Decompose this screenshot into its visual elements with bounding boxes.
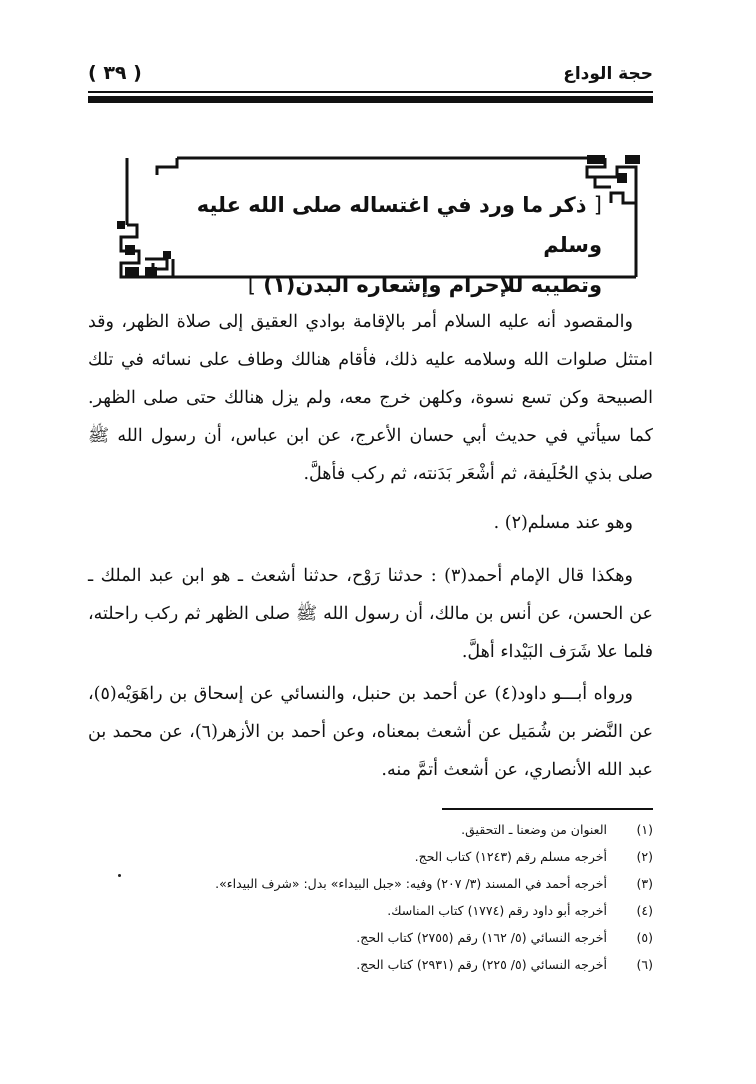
footnote-text: أخرجه مسلم رقم (١٢٤٣) كتاب الحج. <box>414 849 607 864</box>
header-rule-thick <box>88 96 653 103</box>
title-open-bracket: [ <box>593 193 602 217</box>
footnote-number: (٢) <box>636 849 653 864</box>
footnote-number: (١) <box>636 822 653 837</box>
paragraph-3 <box>88 557 653 671</box>
page-number: ( ٣٩ ) <box>88 62 142 84</box>
footnote-6 <box>88 951 653 978</box>
scan-speck <box>118 874 121 877</box>
footnote-separator <box>442 808 653 810</box>
paragraph-1-text: والمقصود أنه عليه السلام أمر بالإقامة بوادي العقيق إلى صلاة الظهر، وقد امتثل صلوات الله وسلامه عليه ذلك، فأقام هنالك وطاف على نسائه في تلك الصبيحة وكن تسع نسوة، وكلهن خرج معه، ولم يزل هنالك حتى صلى الظهر. كما سيأتي في حديث أبي حسان الأعرج، عن ابن عباس، أن رسول الله ﷺ صلى بذي الحُلَيفة، ثم أشْعَر بَدَنته، ثم ركب فأهلَّ. <box>88 312 653 484</box>
paragraph-3-text: وهكذا قال الإمام أحمد(٣) : حدثنا رَوْح، حدثنا أشعث ـ هو ابن عبد الملك ـ عن الحسن، عن أنس بن مالك، أن رسول الله ﷺ صلى الظهر ثم ركب راحلته، فلما علا شَرَف البَيْداء أهلَّ. <box>88 566 653 662</box>
section-title-frame <box>117 155 640 297</box>
section-title <box>152 185 602 305</box>
header-rule-thin <box>88 91 653 93</box>
footnote-number: (٤) <box>636 903 653 918</box>
section-title-line-1 <box>152 185 602 265</box>
footnote-5 <box>88 924 653 951</box>
title-line-1-text: ذكر ما ورد في اغتساله صلى الله عليه وسلم <box>196 193 602 257</box>
running-header <box>88 58 653 88</box>
footnote-text: أخرجه أحمد في المسند (٣/ ٢٠٧) وفيه: «جبل البيداء» بدل: «شرف البيداء». <box>215 876 607 891</box>
paragraph-4 <box>88 675 653 789</box>
footnote-1 <box>88 816 653 843</box>
footnote-4 <box>88 897 653 924</box>
paragraph-1 <box>88 303 653 493</box>
footnote-number: (٣) <box>636 876 653 891</box>
footnote-text: العنوان من وضعنا ـ التحقيق. <box>461 822 607 837</box>
footnote-text: أخرجه النسائي (٥/ ١٦٢) رقم (٢٧٥٥) كتاب الحج. <box>356 930 607 945</box>
footnote-text: أخرجه أبو داود رقم (١٧٧٤) كتاب المناسك. <box>387 903 607 918</box>
section-title-line-2 <box>152 265 602 305</box>
footnotes-list <box>88 816 653 978</box>
footnote-2 <box>88 843 653 870</box>
header-title: حجة الوداع <box>563 64 653 84</box>
paragraph-4-text: ورواه أبـــو داود(٤) عن أحمد بن حنبل، والنسائي عن إسحاق بن راهَوَيْه(٥)، عن النَّضر بن شُمَيل عن أشعث بمعناه، وعن أحمد بن الأزهر(٦)، عن محمد بن عبد الله الأنصاري، عن أشعث أتمَّ منه. <box>88 684 654 780</box>
paragraph-2 <box>88 504 653 542</box>
title-line-2-text: وتطيبه للإحرام وإشعاره البدن(١) <box>263 273 602 297</box>
footnote-number: (٦) <box>636 957 653 972</box>
title-close-bracket: ] <box>247 273 256 297</box>
footnote-number: (٥) <box>636 930 653 945</box>
footnote-text: أخرجه النسائي (٥/ ٢٢٥) رقم (٢٩٣١) كتاب الحج. <box>356 957 607 972</box>
paragraph-2-text: وهو عند مسلم(٢) . <box>493 513 633 533</box>
footnote-3 <box>88 870 653 897</box>
